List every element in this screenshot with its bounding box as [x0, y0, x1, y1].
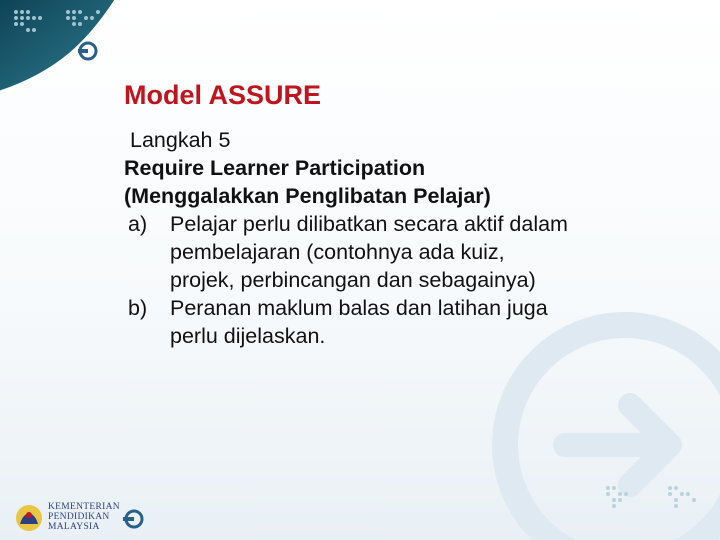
heading-line-1: Require Learner Participation	[124, 156, 426, 180]
ministry-line: MALAYSIA	[48, 522, 100, 532]
slide-title: Model ASSURE	[124, 80, 322, 110]
list-item-line: projek, perbincangan dan sebagainya)	[170, 268, 536, 292]
list-marker: b)	[128, 296, 148, 320]
logo-bottom-icon	[120, 506, 148, 532]
list-item-b	[124, 294, 704, 350]
heading-line-2: (Menggalakkan Penglibatan Pelajar)	[124, 184, 491, 208]
dot-pattern-bottom	[600, 480, 712, 520]
list-item-a	[124, 210, 704, 294]
step-label: Langkah 5	[130, 128, 231, 152]
list-item-text	[170, 210, 704, 294]
list-item-text	[170, 294, 704, 350]
ministry-name	[48, 502, 120, 532]
list-item-line: Pelajar perlu dilibatkan secara aktif dalam	[170, 212, 568, 236]
logo-top-icon	[74, 38, 102, 64]
ministry-crest-icon	[12, 502, 46, 534]
list-marker: a)	[128, 212, 148, 236]
list-item-line: pembelajaran (contohnya ada kuiz,	[170, 240, 505, 264]
slide-body	[124, 126, 704, 350]
list-item-line: Peranan maklum balas dan latihan juga	[170, 296, 548, 320]
list-item-line: perlu dijelaskan.	[170, 324, 326, 348]
ministry-line: KEMENTERIAN	[48, 502, 120, 512]
ministry-line: PENDIDIKAN	[48, 512, 110, 522]
